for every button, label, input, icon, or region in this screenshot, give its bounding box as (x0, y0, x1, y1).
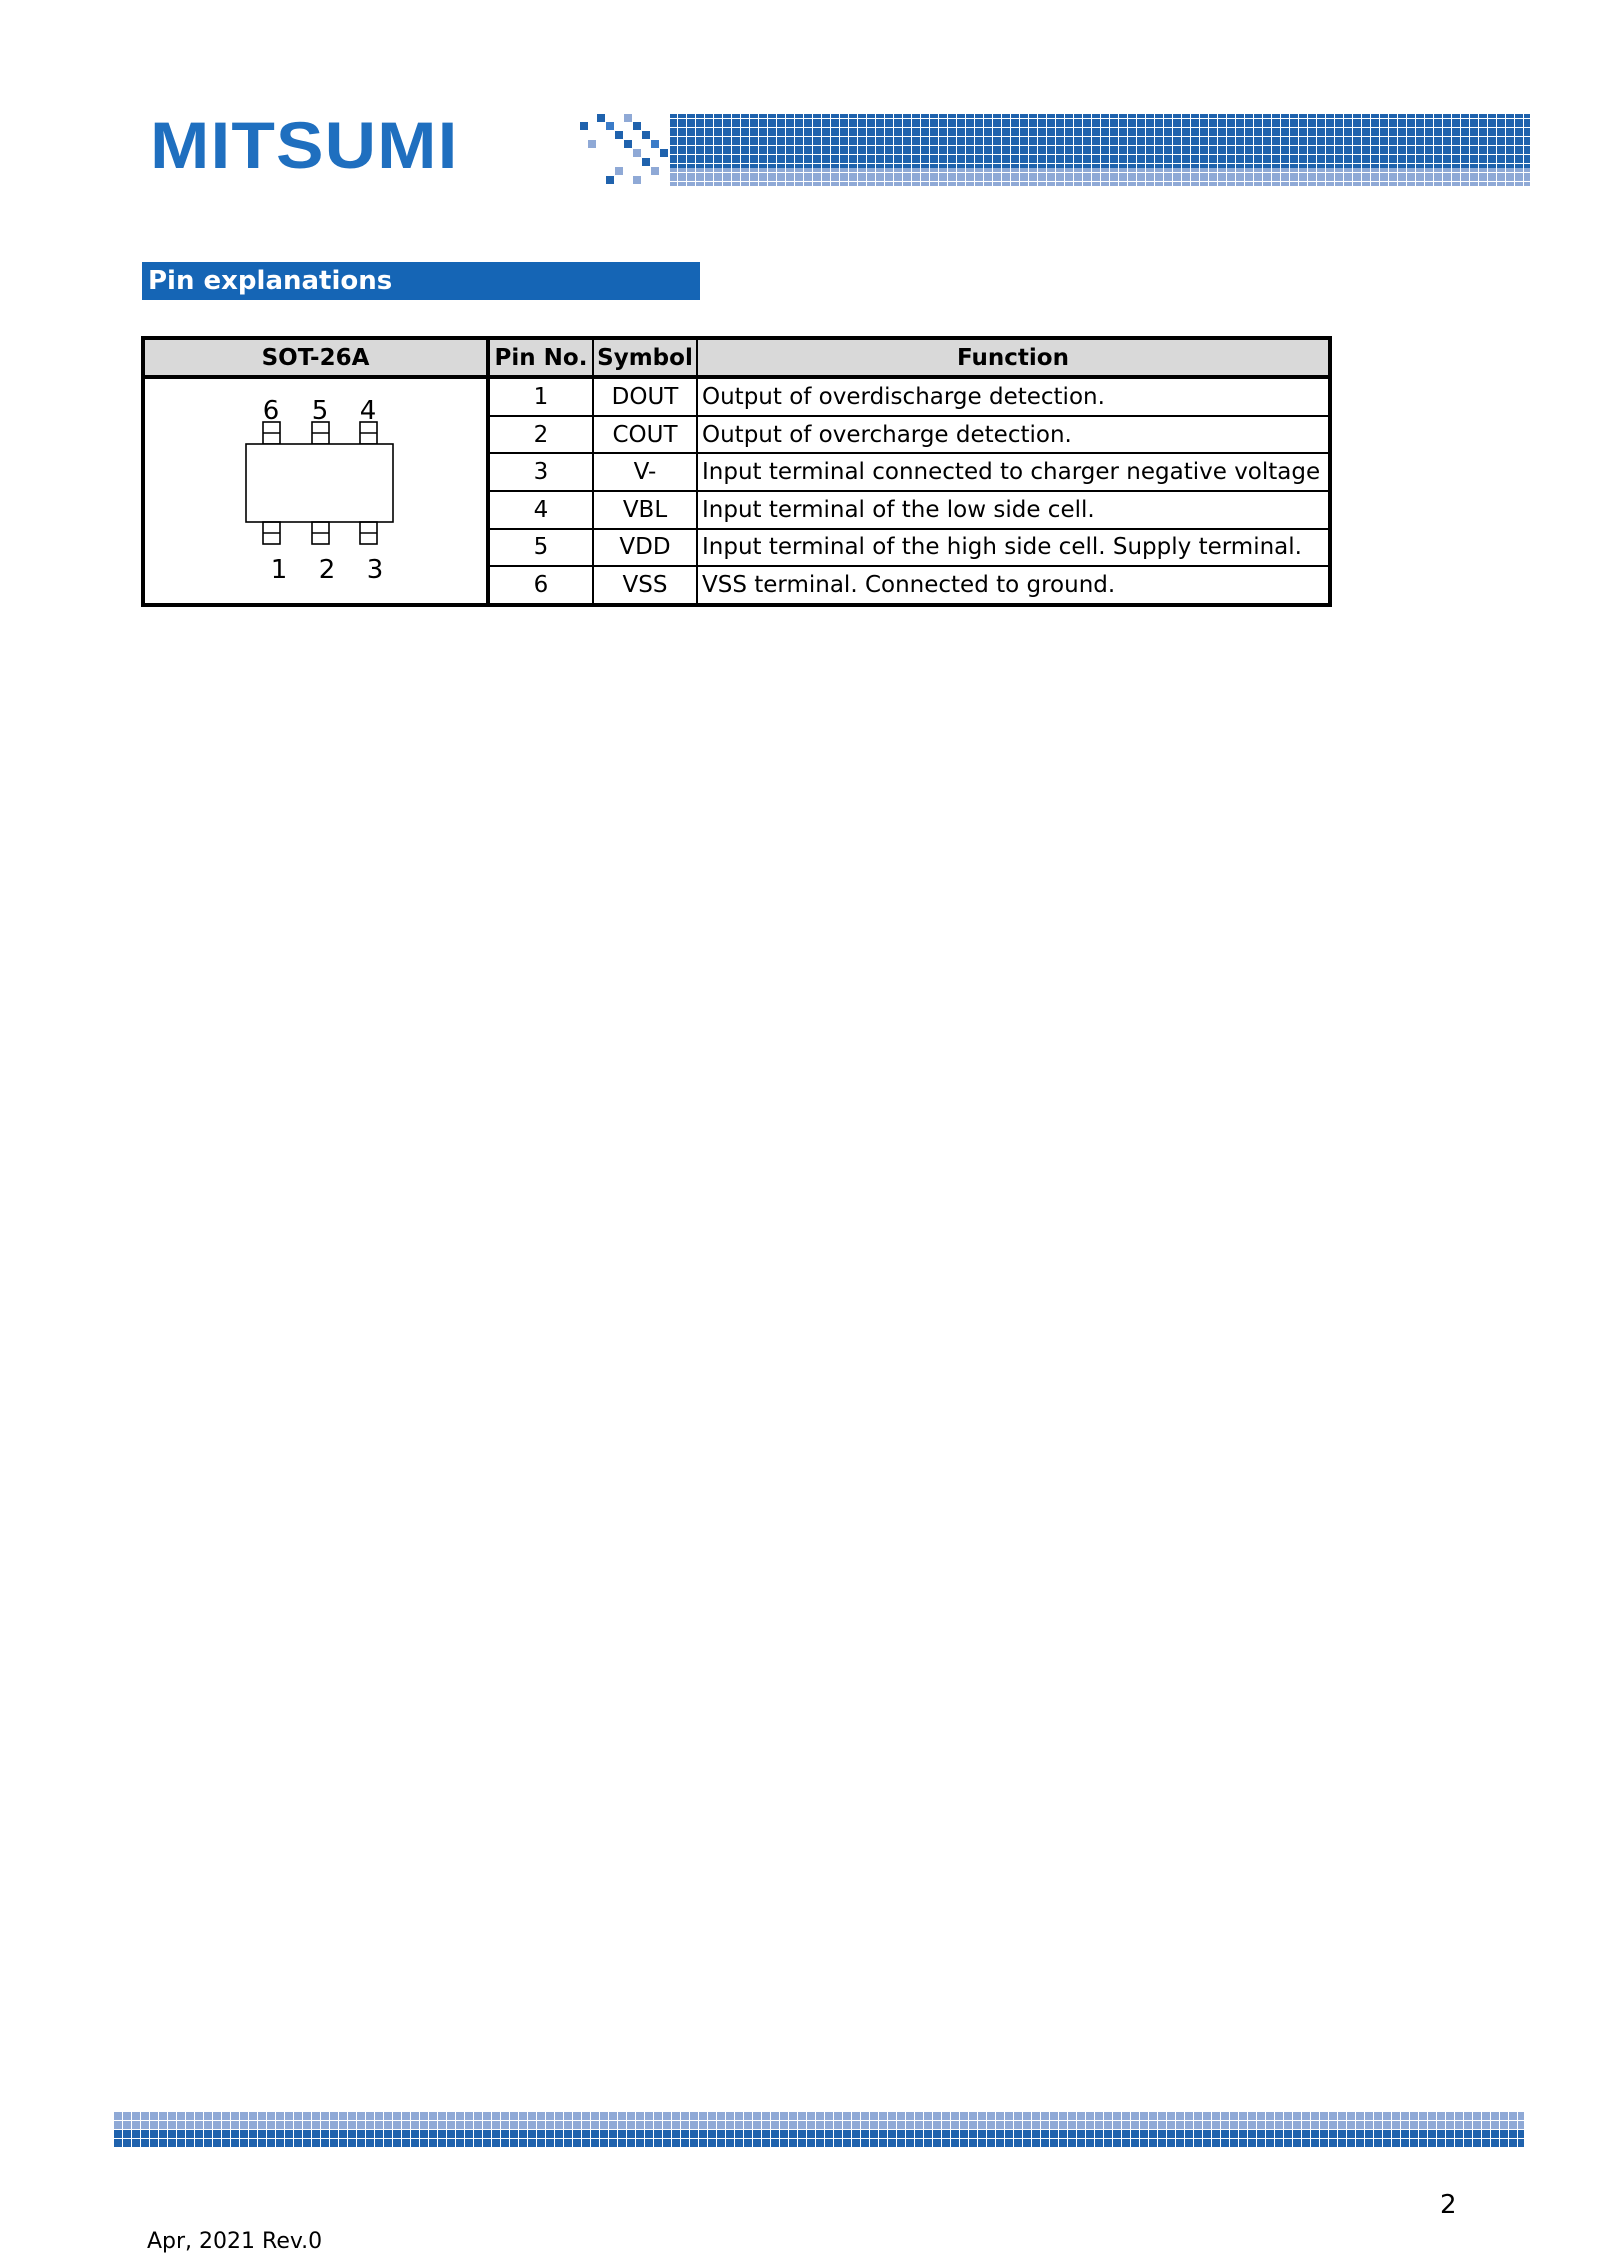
pin-label-5: 5 (311, 396, 329, 426)
pin-label-2: 2 (318, 555, 336, 585)
table-header-row (143, 338, 1330, 377)
pin-symbol: COUT (593, 416, 697, 454)
package-body (246, 444, 393, 522)
pin-function: VSS terminal. Connected to ground. (697, 566, 1330, 605)
pin-label-4: 4 (359, 396, 377, 426)
pin-number: 1 (488, 377, 593, 416)
pin-symbol: VDD (593, 529, 697, 567)
bottom-leads (263, 522, 377, 544)
pin-symbol: DOUT (593, 377, 697, 416)
pin-symbol: VBL (593, 491, 697, 529)
pin-label-1: 1 (270, 555, 288, 585)
pin-function: Output of overdischarge detection. (697, 377, 1330, 416)
pin-function: Input terminal of the low side cell. (697, 491, 1330, 529)
table-row (143, 377, 1330, 416)
package-diagram-cell (143, 377, 488, 605)
revision-date: Apr, 2021 Rev.0 (147, 2229, 323, 2254)
header-package: SOT-26A (143, 338, 488, 377)
section-title-bar: Pin explanations (142, 262, 700, 300)
pin-number: 6 (488, 566, 593, 605)
pin-table (141, 336, 1332, 607)
footer-pixel-band (114, 2112, 1524, 2150)
pin-label-6: 6 (262, 396, 280, 426)
header-symbol: Symbol (593, 338, 697, 377)
pin-number: 5 (488, 529, 593, 567)
pin-function: Input terminal of the high side cell. Supply terminal. (697, 529, 1330, 567)
pin-symbol: V- (593, 453, 697, 491)
pin-symbol: VSS (593, 566, 697, 605)
pin-number: 3 (488, 453, 593, 491)
sot-26a-package-diagram (145, 379, 485, 603)
pin-label-3: 3 (366, 555, 384, 585)
pin-number: 2 (488, 416, 593, 454)
page-number: 2 (1440, 2190, 1457, 2220)
pin-function: Output of overcharge detection. (697, 416, 1330, 454)
pin-function: Input terminal connected to charger negative voltage (697, 453, 1330, 491)
pin-number: 4 (488, 491, 593, 529)
header-pixel-band (570, 110, 1530, 190)
mitsumi-logo: MITSUMI (150, 108, 459, 182)
header-function: Function (697, 338, 1330, 377)
header-pin-no: Pin No. (488, 338, 593, 377)
